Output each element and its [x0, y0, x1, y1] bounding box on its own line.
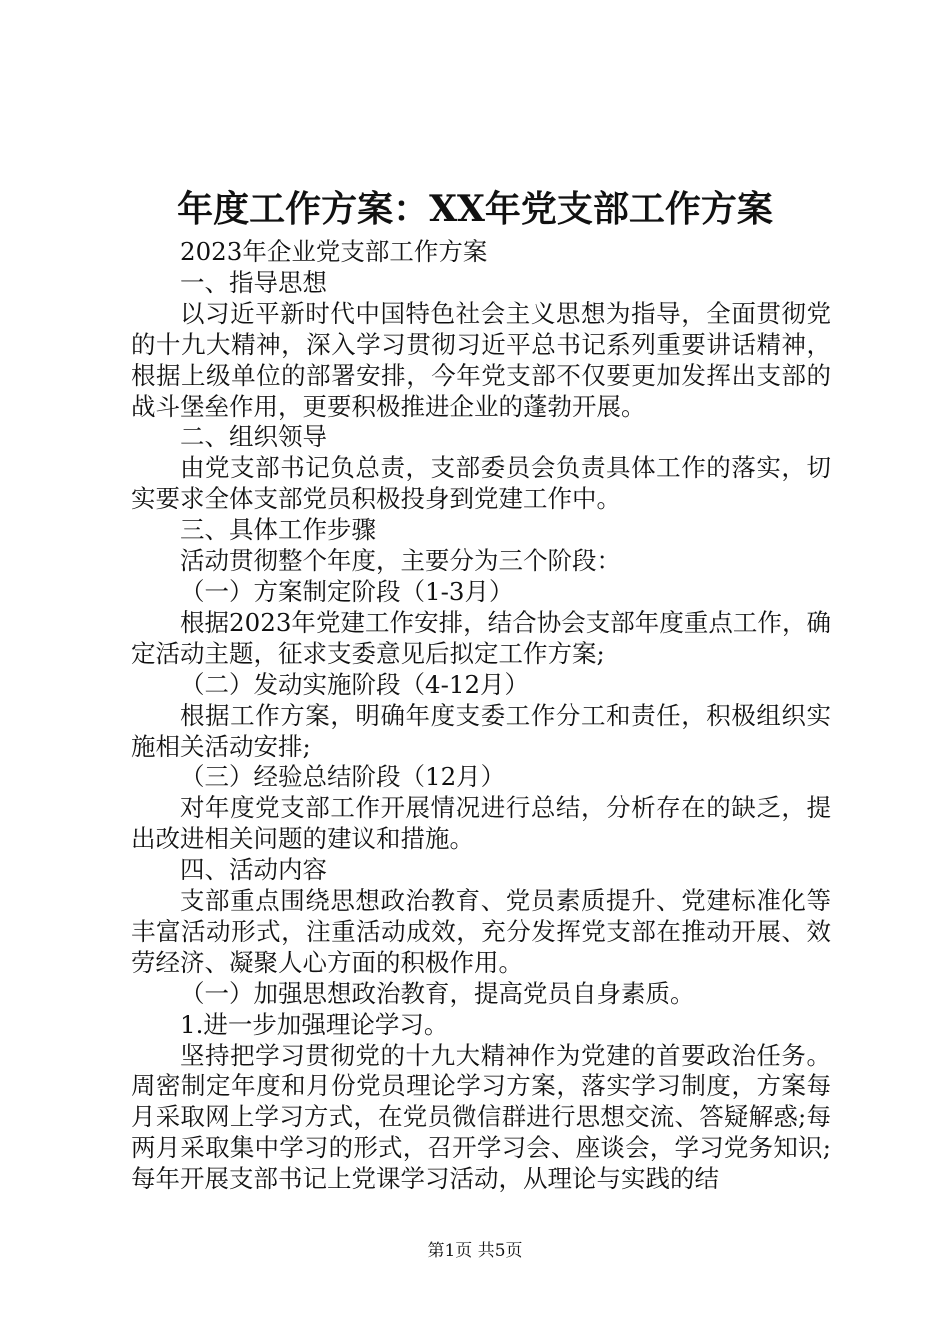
paragraph-stage-planning: 根据2023年党建工作安排，结合协会支部年度重点工作，确定活动主题，征求支委意见后拟定工作方案;	[131, 607, 831, 668]
paragraph-stage-summary: 对年度党支部工作开展情况进行总结，分析存在的缺乏，提出改进相关问题的建议和措施。	[131, 793, 831, 854]
page-number-footer: 第1页 共5页	[427, 1241, 523, 1261]
paragraph-guiding-ideology: 以习近平新时代中国特色社会主义思想为指导，全面贯彻党的十九大精神，深入学习贯彻习近平总书记系列重要讲话精神，根据上级单位的部署安排，今年党支部不仅要更加发挥出支部的战斗堡垒作用，更要积极推进企业的蓬勃开展。	[131, 298, 831, 421]
document-body	[131, 237, 831, 1195]
document-title: 年度工作方案：XX年党支部工作方案	[177, 188, 773, 230]
section-heading-guiding-ideology: 一、指导思想	[180, 267, 327, 297]
section-heading-activities: 四、活动内容	[180, 855, 327, 885]
stage-heading-summary: （三）经验总结阶段（12月）	[180, 762, 506, 792]
paragraph-work-steps-intro: 活动贯彻整个年度，主要分为三个阶段：	[180, 546, 621, 576]
stage-heading-implementation: （二）发动实施阶段（4-12月）	[180, 669, 530, 699]
stage-heading-planning: （一）方案制定阶段（1-3月）	[180, 576, 514, 606]
section-heading-work-steps: 三、具体工作步骤	[180, 515, 376, 545]
item-heading-theory-study: 1.进一步加强理论学习。	[180, 1009, 449, 1039]
paragraph-theory-study: 坚持把学习贯彻党的十九大精神作为党建的首要政治任务。周密制定年度和月份党员理论学习方案，落实学习制度，方案每月采取网上学习方式，在党员微信群进行思想交流、答疑解惑;每两月采取集中学习的形式，召开学习会、座谈会，学习党务知识;每年开展支部书记上党课学习活动，从理论与实践的结	[131, 1040, 831, 1194]
paragraph-activities: 支部重点围绕思想政治教育、党员素质提升、党建标准化等丰富活动形式，注重活动成效，充分发挥党支部在推动开展、效劳经济、凝聚人心方面的积极作用。	[131, 886, 831, 977]
paragraph-organization: 由党支部书记负总责，支部委员会负责具体工作的落实，切实要求全体支部党员积极投身到党建工作中。	[131, 453, 831, 514]
subsection-heading-political-education: （一）加强思想政治教育，提高党员自身素质。	[180, 978, 695, 1008]
subtitle-paragraph: 2023年企业党支部工作方案	[180, 237, 488, 266]
paragraph-stage-implementation: 根据工作方案，明确年度支委工作分工和责任，积极组织实施相关活动安排;	[131, 700, 831, 761]
section-heading-organization: 二、组织领导	[180, 422, 327, 452]
